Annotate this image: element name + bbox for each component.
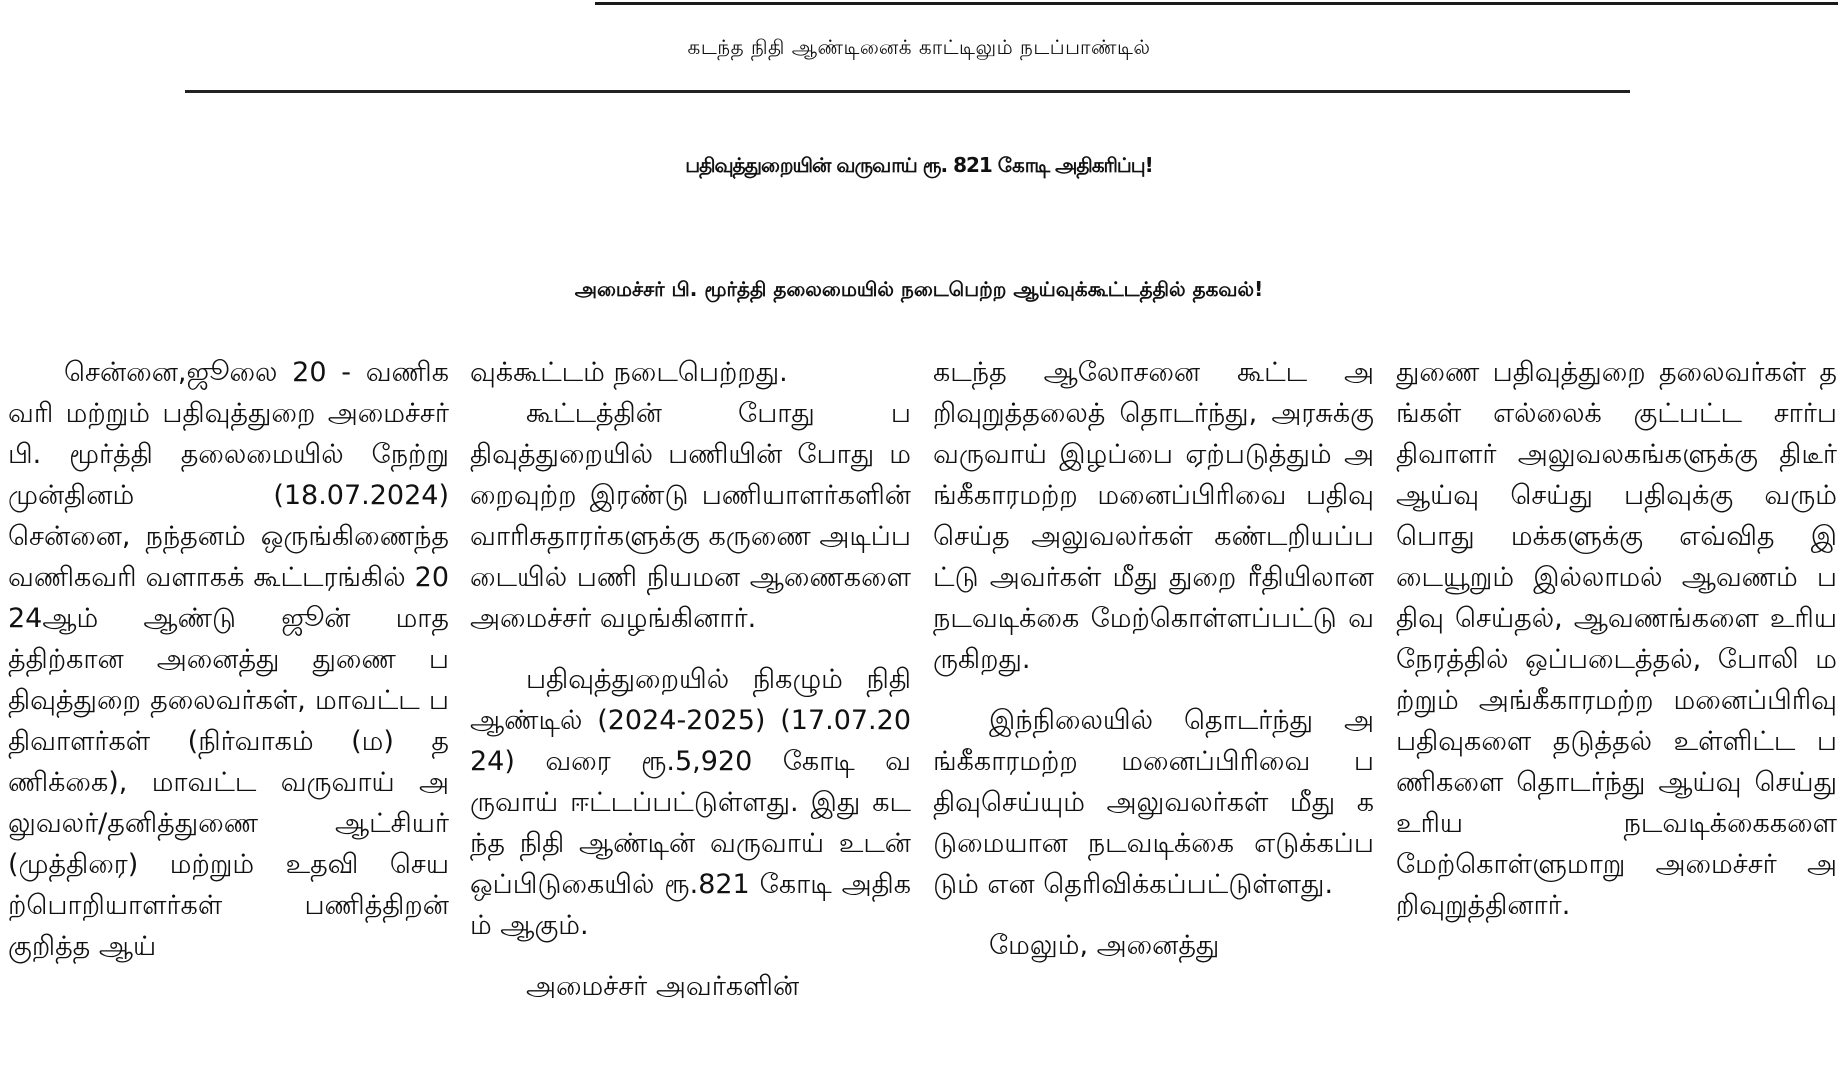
paragraph: இந்நிலையில் தொடர்ந்து அங்கீகாரமற்ற மனைப்பிரிவை பதிவுசெய்யும் அலுவலர்கள் மீது கடுமையான நடவடிக்கை எடுக்கப்படும் என தெரிவிக்கப்பட்டுள்ளது. <box>933 705 1374 900</box>
column-4 <box>1396 352 1837 1086</box>
column-2 <box>470 352 911 1086</box>
paragraph: பதிவுத்துறையில் நிகழும் நிதி ஆண்டில் (2024-2025) (17.07.2024) வரை ரூ.5,920 கோடி வருவாய் ஈட்டப்பட்டுள்ளது. இது கடந்த நிதி ஆண்டின் வருவாய் உடன் ஒப்பிடுகையில் ரூ.821 கோடி அதிகம் ஆகும். <box>470 664 911 941</box>
paragraph: சென்னை,ஜூலை 20 - வணிகவரி மற்றும் பதிவுத்துறை அமைச்சர் பி. மூர்த்தி தலைமையில் நேற்று முன்தினம் (18.07.2024) சென்னை, நந்தனம் ஒருங்கிணைந்த வணிகவரி வளாகக் கூட்டரங்கில் 2024ஆம் ஆண்டு ஜூன் மாதத்திற்கான அனைத்து துணை பதிவுத்துறை தலைவர்கள், மாவட்ட பதிவாளர்கள் (நிர்வாகம் (ம) தணிக்கை), மாவட்ட வருவாய் அலுவலர்/தனித்துணை ஆட்சியர் (முத்திரை) மற்றும் உதவி செயற்பொறியாளர்கள் பணித்திறன் குறித்த ஆய் <box>8 357 449 962</box>
kicker-divider <box>185 90 1630 93</box>
column-1 <box>8 352 449 1086</box>
top-rule <box>595 2 1838 5</box>
paragraph: கூட்டத்தின் போது பதிவுத்துறையில் பணியின் போது மறைவுற்ற இரண்டு பணியாளர்களின் வாரிசுதாரர்களுக்கு கருணை அடிப்படையில் பணி நியமன ஆணைகளை அமைச்சர் வழங்கினார். <box>470 398 911 634</box>
main-headline: பதிவுத்துறையின் வருவாய் ரூ. 821 கோடி அதிகரிப்பு! <box>685 153 1153 177</box>
article-body <box>0 352 1838 1086</box>
paragraph: மேலும், அனைத்து <box>989 930 1220 961</box>
kicker-headline: கடந்த நிதி ஆண்டினைக் காட்டிலும் நடப்பாண்டில் <box>687 35 1151 59</box>
subheadline: அமைச்சர் பி. மூர்த்தி தலைமையில் நடைபெற்ற ஆய்வுக்கூட்டத்தில் தகவல்! <box>574 277 1264 301</box>
paragraph: துணை பதிவுத்துறை தலைவர்கள் தங்கள் எல்லைக் குட்பட்ட சார்பதிவாளர் அலுவலகங்களுக்கு திடீர் ஆய்வு செய்து பதிவுக்கு வரும் பொது மக்களுக்கு எவ்வித இடையூறும் இல்லாமல் ஆவணம் பதிவு செய்தல், ஆவணங்களை உரிய நேரத்தில் ஒப்படைத்தல், போலி மற்றும் அங்கீகாரமற்ற மனைப்பிரிவு பதிவுகளை தடுத்தல் உள்ளிட்ட பணிகளை தொடர்ந்து ஆய்வு செய்து உரிய நடவடிக்கைகளை மேற்கொள்ளுமாறு அமைச்சர் அறிவுறுத்தினார். <box>1396 357 1837 921</box>
paragraph: அமைச்சர் அவர்களின் <box>526 971 800 1002</box>
paragraph: கடந்த ஆலோசனை கூட்ட அறிவுறுத்தலைத் தொடர்ந்து, அரசுக்கு வருவாய் இழப்பை ஏற்படுத்தும் அங்கீகாரமற்ற மனைப்பிரிவை பதிவு செய்த அலுவலர்கள் கண்டறியப்பட்டு அவர்கள் மீது துறை ரீதியிலான நடவடிக்கை மேற்கொள்ளப்பட்டு வருகிறது. <box>933 357 1374 675</box>
paragraph: வுக்கூட்டம் நடைபெற்றது. <box>470 357 788 388</box>
column-3 <box>933 352 1374 1086</box>
